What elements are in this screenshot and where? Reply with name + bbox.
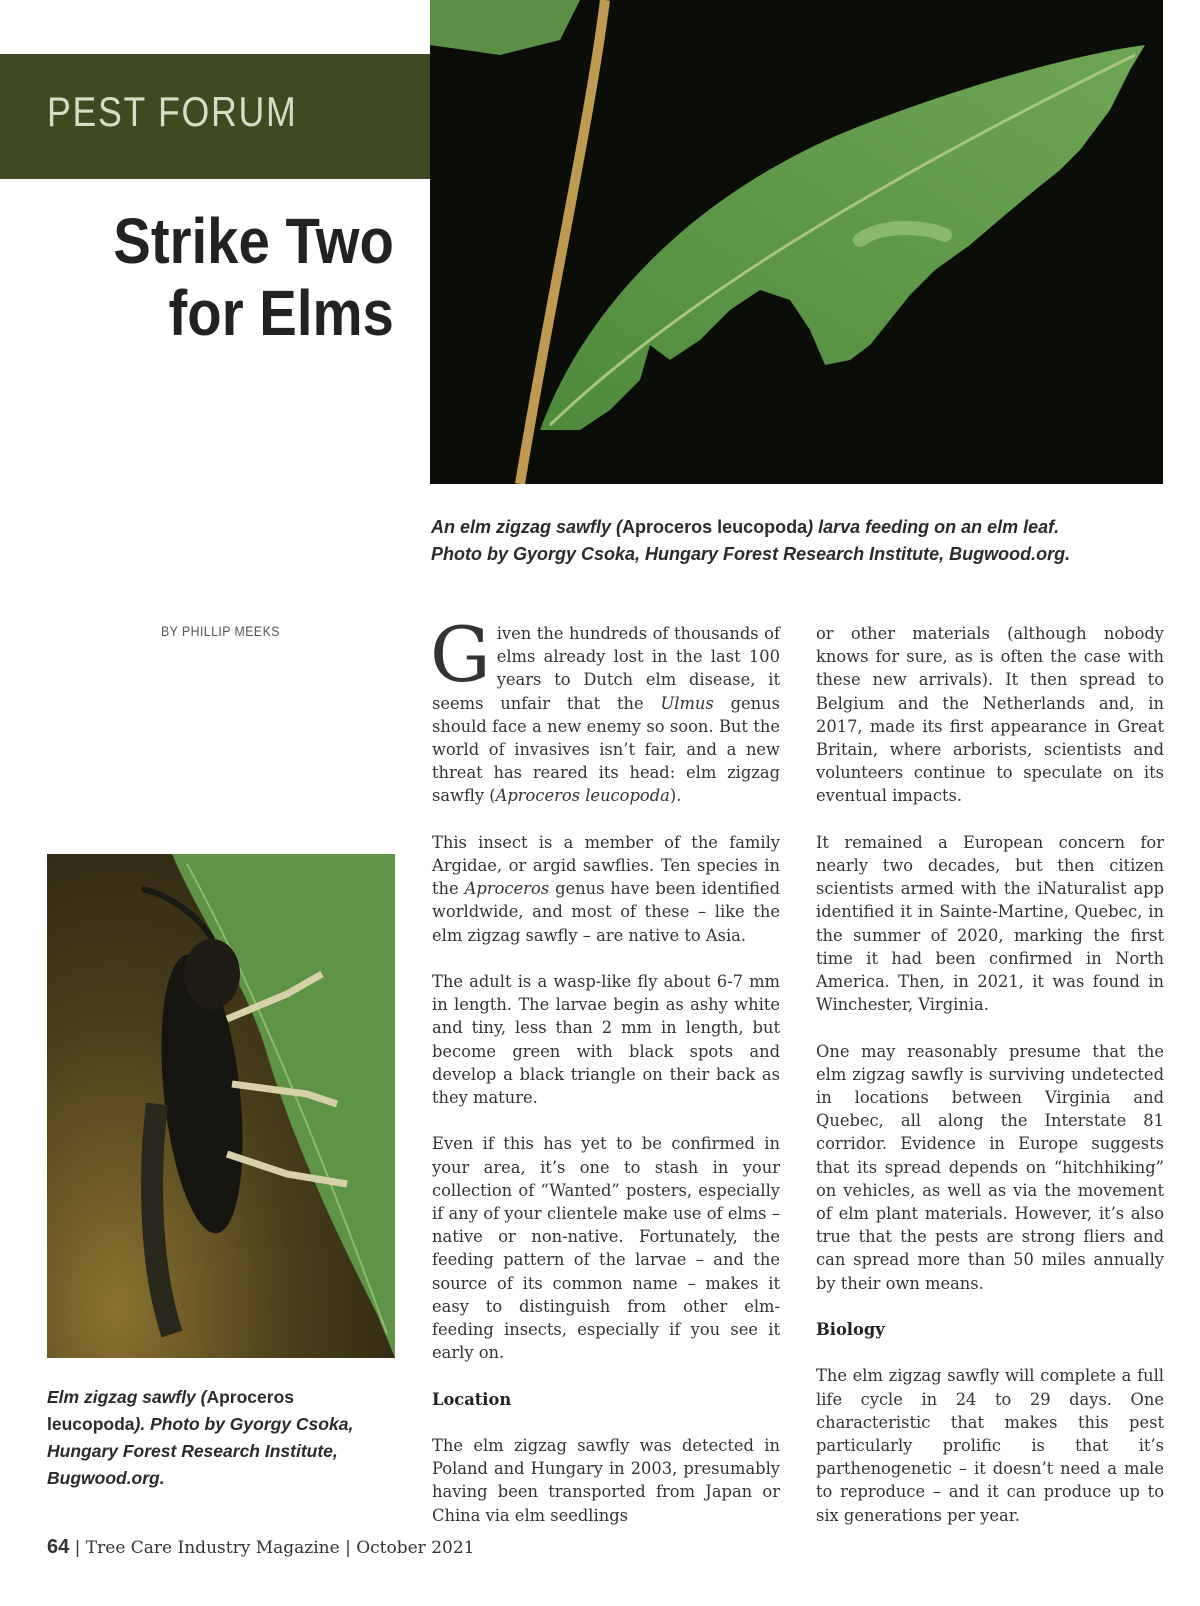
article-column-1 — [430, 610, 781, 1550]
paragraph: One may reasonably presume that the elm zigzag sawfly is surviving undetected in locations between Virginia and Quebec, all along the Interstate 81 corridor. Evidence in Europe suggests that its spread depends on “hitchhiking” on vehicles, as well as via the movement of elm plant materials. However, it’s also true that the pests are strong fliers and can spread more than 50 miles annually by their own means. — [816, 1041, 1164, 1293]
sawfly-caption: Elm zigzag sawfly (Aproceros leucopoda). Photo by Gyorgy Csoka, Hungary Forest Research Institute, Bugwood.org. — [47, 1387, 354, 1488]
sawfly-illustration — [47, 854, 395, 1358]
paragraph: The elm zigzag sawfly was detected in Poland and Hungary in 2003, presumably having been transported from Japan or China via elm seedlings — [432, 1436, 780, 1525]
byline: BY PHILLIP MEEKS — [161, 623, 280, 639]
hero-caption: An elm zigzag sawfly (Aproceros leucopoda) larva feeding on an elm leaf. Photo by Gyorgy Csoka, Hungary Forest Research Institute, Bugwood.org. — [431, 517, 1071, 564]
sawfly-photo — [47, 854, 395, 1358]
publication-info: Tree Care Industry Magazine | October 2021 — [85, 1538, 475, 1558]
paragraph: Even if this has yet to be confirmed in your area, it’s one to stash in your collection of “Wanted” posters, especially if any of your clientele make use of elms – native or non-native. Fortunately, the feeding pattern of the larvae – and the source of its common name – makes it easy to distinguish from other elm-feeding insects, especially if you see it early on. — [432, 1134, 780, 1363]
article-column-2 — [816, 622, 1164, 1550]
paragraph: or other materials (although nobody knows for sure, as is often the case with these new arrivals). It then spread to Belgium and the Netherlands and, in 2017, made its first appearance in Great Britain, where arborists, scientists and volunteers continue to speculate on its eventual impacts. — [816, 624, 1164, 806]
species-name: Aproceros leucopoda — [47, 1387, 295, 1434]
paragraph: This insect is a member of the family Argidae, or argid sawflies. Ten species in the Aproceros genus have been identified worldwide, and most of these – like the elm zigzag sawfly – are native to Asia. — [432, 832, 780, 945]
paragraph: It remained a European concern for nearly two decades, but then citizen scientists armed with the iNaturalist app identified it in Sainte-Martine, Quebec, in the summer of 2020, marking the first time it had been confirmed in North America. Then, in 2021, it was found in Winchester, Virginia. — [816, 832, 1164, 1015]
headline-line-1: Strike Two — [113, 205, 394, 277]
section-label: PEST FORUM — [47, 88, 298, 135]
hero-photo-leaf — [430, 0, 1163, 484]
species-name: Aproceros leucopoda — [622, 517, 808, 537]
headline-line-2: for Elms — [168, 277, 394, 349]
photo-credit: Photo by Gyorgy Csoka, Hungary Forest Research Institute, Bugwood.org. — [431, 544, 1071, 564]
drop-cap: G — [430, 610, 491, 699]
subheading-location: Location — [432, 1389, 512, 1409]
subheading-biology: Biology — [816, 1320, 885, 1340]
page-footer: 64 | Tree Care Industry Magazine | October 2021 — [47, 1536, 475, 1558]
leaf-illustration — [430, 0, 1163, 484]
article-headline — [75, 205, 394, 349]
paragraph: The adult is a wasp-like fly about 6-7 mm in length. The larvae begin as ashy white and tiny, less than 2 mm in length, but become green with black spots and develop a black triangle on their back as they mature. — [432, 972, 780, 1108]
paragraph: Given the hundreds of thousands of elms already lost in the last 100 years to Dutch elm disease, it seems unfair that the Ulmus genus should face a new enemy so soon. But the world of invasives isn’t fair, and a new threat has reared its head: elm zigzag sawfly (Aproceros leucopoda). — [430, 610, 781, 806]
page-number: 64 — [47, 1536, 70, 1558]
paragraph: The elm zigzag sawfly will complete a full life cycle in 24 to 29 days. One characteristic that makes this pest particularly prolific is that it’s parthenogenetic – it doesn’t need a male to reproduce – and it can produce up to six generations per year. — [816, 1366, 1164, 1525]
